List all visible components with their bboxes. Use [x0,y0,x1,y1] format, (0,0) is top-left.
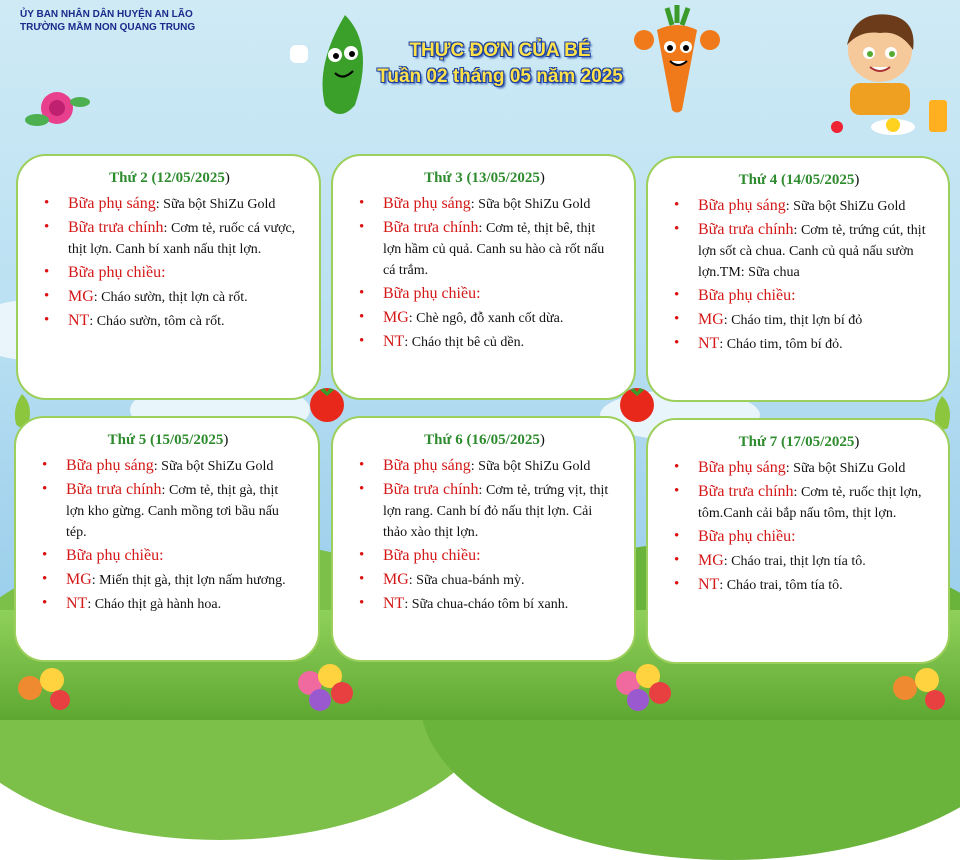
meal-item [353,455,616,477]
day-date: (12/05/2025 [151,170,225,186]
title-line-2: Tuần 02 tháng 05 năm 2025 [377,66,623,87]
meal-label: Bữa trưa chính [383,219,479,236]
meal-content: Sữa bột ShiZu Gold [793,199,906,214]
meal-content: Cháo tim, thịt lợn bí đỏ [731,313,863,328]
child-eating-icon [825,5,955,140]
day-heading [668,434,930,451]
day-date: (14/05/2025 [781,172,855,188]
meal-label: Bữa phụ sáng [66,457,154,474]
meal-item [668,285,930,307]
meal-separator: : [719,578,727,593]
meal-content: Cháo tim, tôm bí đỏ. [726,337,843,352]
meal-separator: : [723,554,732,569]
meal-label: Bữa phụ sáng [698,459,786,476]
day-date-close: ) [539,170,545,186]
meal-content: Sữa bột ShiZu Gold [478,459,591,474]
day-card [646,156,950,402]
meal-item [353,193,616,215]
meal-separator: : [478,483,486,498]
meal-item [668,457,930,479]
meal-label: Bữa phụ chiều: [698,528,796,545]
meal-separator: : [163,221,171,236]
meal-label: NT [66,595,88,612]
meal-list [668,457,930,596]
day-name: Thứ 2 [109,170,148,186]
meal-label: MG [68,288,94,305]
meal-item [353,479,616,543]
meal-separator: : [793,485,801,500]
meal-content: Sữa chua-cháo tôm bí xanh. [411,597,569,612]
meal-separator: : [470,197,479,212]
meal-separator: : [785,199,794,214]
day-date: (17/05/2025 [781,434,855,450]
meal-content: Cháo sườn, tôm cà rốt. [96,314,225,329]
title-line-1: THỰC ĐƠN CỦA BÉ [409,40,591,61]
meal-separator: : [723,313,732,328]
meal-label: NT [68,312,90,329]
meal-label: MG [66,571,92,588]
pepper-mascot-icon [285,5,385,125]
meal-content: Cơm tẻ, thịt gà, thịt lợn kho gừng. Canh mồng tơi bầu nấu tép. [66,483,279,540]
meal-content: Cháo sườn, thịt lợn cà rốt. [101,290,248,305]
meal-content: Cháo thịt bê củ dền. [411,335,525,350]
meal-separator: : [155,197,164,212]
day-date: (15/05/2025 [150,432,224,448]
meal-content: Cơm tẻ, ruốc cá vược, thịt lợn. Canh bí xanh nấu thịt lợn. [68,221,296,257]
meal-separator: : [153,459,162,474]
meal-label: Bữa phụ chiều: [383,285,481,302]
meal-item [353,307,616,329]
meal-label: Bữa trưa chính [698,483,794,500]
meal-item [38,262,301,284]
day-date-close: ) [539,432,545,448]
meal-label: NT [698,576,720,593]
school-header [20,8,195,34]
meal-content: Miến thịt gà, thịt lợn nấm hương. [99,573,286,588]
day-heading [36,432,300,449]
meal-item [668,333,930,355]
meal-label: Bữa trưa chính [66,481,162,498]
meal-label: Bữa trưa chính [383,481,479,498]
meal-item [353,593,616,615]
day-name: Thứ 5 [107,432,147,448]
meal-list [36,455,300,615]
day-date: (13/05/2025 [466,170,540,186]
meal-label: NT [698,335,720,352]
meal-separator: : [470,459,479,474]
meal-content: Sữa chua-bánh mỳ. [416,573,525,588]
meal-separator: : [478,221,486,236]
meal-content: Sữa bột ShiZu Gold [163,197,276,212]
flower-bouquet-icon [608,658,678,718]
day-name: Thứ 6 [424,432,463,448]
meal-list [353,193,616,353]
carrot-mascot-icon [632,5,722,115]
meal-separator: : [87,597,95,612]
meal-label: Bữa phụ sáng [68,195,156,212]
day-card [331,416,636,662]
meal-label: MG [698,552,724,569]
meal-list [38,193,301,332]
day-heading [353,432,616,449]
meal-content: Cơm tẻ, thịt bê, thịt lợn hầm củ quả. Canh su hào cà rốt nấu cá trắm. [383,221,605,278]
day-name: Thứ 4 [738,172,778,188]
meal-item [36,545,300,567]
meal-content: Sữa bột ShiZu Gold [793,461,906,476]
day-heading [668,172,930,189]
meal-item [36,593,300,615]
meal-separator: : [793,223,801,238]
meal-label: MG [383,571,409,588]
meal-content: Cháo trai, thịt lợn tía tô. [731,554,866,569]
meal-label: Bữa trưa chính [68,219,164,236]
day-name: Thứ 7 [738,434,778,450]
day-date: (16/05/2025 [466,432,540,448]
meal-list [668,195,930,355]
meal-content: Chè ngô, đỗ xanh cốt dừa. [416,311,564,326]
meal-item [38,286,301,308]
meal-item [668,219,930,283]
day-heading [38,170,301,187]
meal-label: NT [383,595,405,612]
meal-separator: : [93,290,102,305]
meal-item [668,574,930,596]
meal-label: Bữa trưa chính [698,221,794,238]
day-name: Thứ 3 [424,170,463,186]
meal-item [353,331,616,353]
meal-list [353,455,616,615]
meal-content: Cháo trai, tôm tía tô. [726,578,843,593]
meal-item [353,217,616,281]
meal-item [38,193,301,215]
meal-separator: : [785,461,794,476]
day-card [646,418,950,664]
flower-icon [22,80,92,140]
meal-separator: : [719,337,727,352]
meal-label: MG [383,309,409,326]
meal-separator: : [89,314,97,329]
meal-item [668,195,930,217]
meal-label: Bữa phụ sáng [383,195,471,212]
meal-item [668,309,930,331]
day-date-close: ) [224,170,230,186]
day-card [331,154,636,400]
meal-content: Cháo thịt gà hành hoa. [94,597,222,612]
meal-item [668,481,930,524]
meal-content: Sữa bột ShiZu Gold [161,459,274,474]
flower-bouquet-icon [885,658,955,718]
day-date-close: ) [854,434,860,450]
meal-item [36,455,300,477]
meal-content: Sữa bột ShiZu Gold [478,197,591,212]
meal-label: Bữa phụ chiều: [383,547,481,564]
school-line-2: TRƯỜNG MẦM NON QUANG TRUNG [20,22,196,33]
meal-item [668,550,930,572]
meal-label: Bữa phụ chiều: [68,264,166,281]
flower-bouquet-icon [10,658,80,718]
day-card [16,154,321,400]
meal-separator: : [404,335,412,350]
meal-separator: : [161,483,169,498]
meal-item [38,310,301,332]
meal-label: Bữa phụ sáng [383,457,471,474]
day-date-close: ) [854,172,860,188]
meal-separator: : [404,597,412,612]
meal-label: Bữa phụ chiều: [66,547,164,564]
meal-separator: : [408,311,417,326]
meal-label: Bữa phụ chiều: [698,287,796,304]
meal-content: Cơm tẻ, ruốc thịt lợn, tôm.Canh cải bắp nấu tôm, thịt lợn. [698,485,922,521]
meal-label: Bữa phụ sáng [698,197,786,214]
meal-label: NT [383,333,405,350]
meal-content: Cơm tẻ, trứng cút, thịt lợn sốt cà chua. Canh củ quả nấu sườn lợn.TM: Sữa chua [698,223,926,280]
day-date-close: ) [223,432,229,448]
day-card [14,416,320,662]
meal-label: MG [698,311,724,328]
meal-separator: : [91,573,100,588]
meal-item [36,569,300,591]
flower-bouquet-icon [290,658,360,718]
meal-item [38,217,301,260]
meal-item [353,569,616,591]
meal-separator: : [408,573,417,588]
day-heading [353,170,616,187]
meal-item [36,479,300,543]
school-line-1: ỦY BAN NHÂN DÂN HUYỆN AN LÃO [20,9,193,20]
meal-item [353,545,616,567]
meal-item [353,283,616,305]
meal-item [668,526,930,548]
meal-content: Cơm tẻ, trứng vịt, thịt lợn rang. Canh bí đỏ nấu thịt lợn. Cải thảo xào thịt lợn. [383,483,609,540]
